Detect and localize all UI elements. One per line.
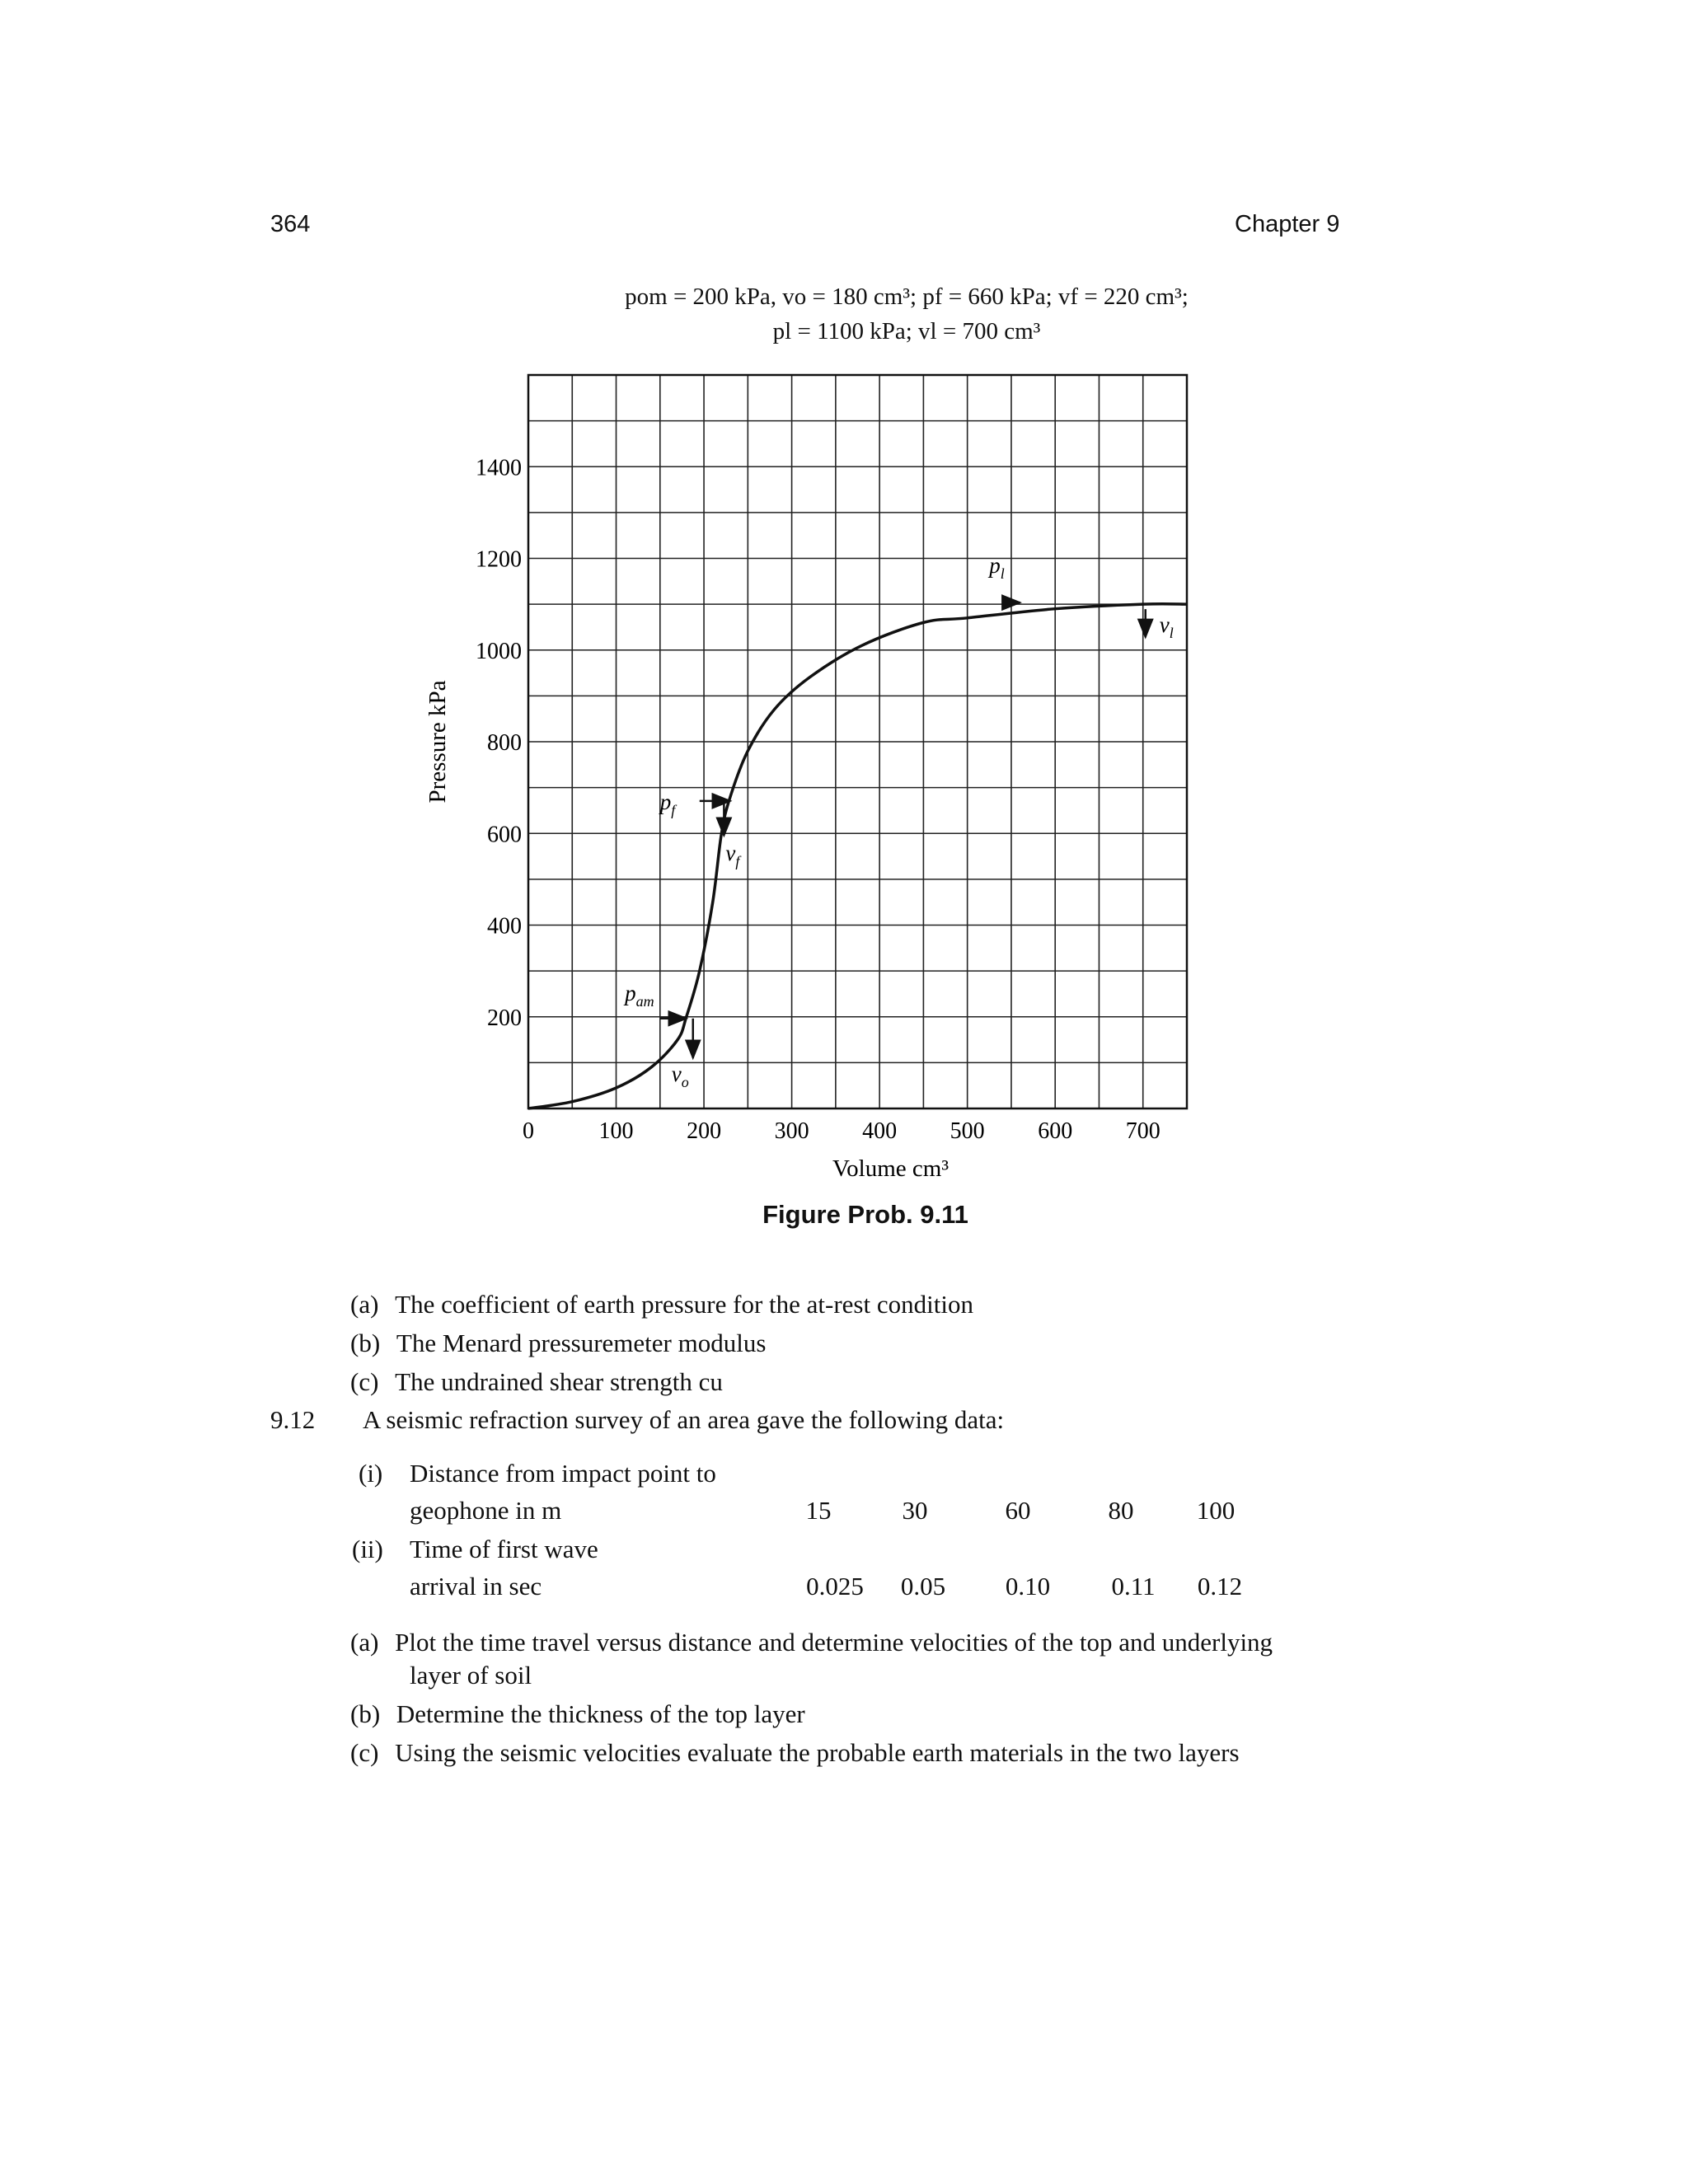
data-row-ii-line1: Time of first wave (410, 1535, 598, 1563)
figure-caption-line-2: pl = 1100 kPa; vl = 700 cm³ (772, 318, 1041, 344)
x-tick-label: 500 (950, 1118, 985, 1144)
time-value: 0.05 (900, 1572, 946, 1601)
y-tick-label: 1000 (476, 638, 522, 664)
y-tick-label: 1400 (476, 455, 522, 481)
time-value: 0.12 (1197, 1572, 1243, 1601)
distance-value: 15 (805, 1496, 832, 1525)
part-label: (b) (350, 1699, 381, 1728)
pf-label: $p_f$ (659, 789, 676, 818)
part-text: Plot the time travel versus distance and determine velocities of the top and underlying (395, 1628, 1273, 1657)
x-tick-label: 400 (862, 1118, 898, 1144)
x-tick-label: 200 (687, 1118, 722, 1144)
question-9-12-part-a (350, 1628, 1273, 1657)
running-head: Chapter 9 (1235, 211, 1340, 237)
distance-value: 80 (1108, 1496, 1134, 1525)
data-row-ii-line2: arrival in sec (410, 1572, 542, 1601)
pam-label: $p_{am}$ (625, 980, 654, 1010)
part-text: The Menard pressuremeter modulus (396, 1329, 767, 1357)
part-text: The undrained shear strength cu (395, 1367, 723, 1396)
distance-value: 30 (902, 1496, 928, 1525)
time-value: 0.10 (1005, 1572, 1051, 1601)
figure-label: Figure Prob. 9.11 (762, 1200, 968, 1229)
pl-label: $p_l$ (989, 553, 1005, 583)
part-text: Using the seismic velocities evaluate the probable earth materials in the two layers (395, 1738, 1240, 1767)
part-label: (a) (350, 1628, 379, 1657)
part-text: Determine the thickness of the top layer (396, 1699, 805, 1728)
x-tick-label: 600 (1038, 1118, 1073, 1144)
question-9-11-part-a (350, 1290, 973, 1319)
vl-label: $v_l$ (1159, 612, 1174, 642)
data-row-i-line1: Distance from impact point to (410, 1459, 716, 1488)
x-axis-ticks (523, 1118, 1160, 1144)
part-label: (c) (350, 1738, 379, 1767)
series-line (528, 604, 1187, 1108)
part-label: (b) (350, 1329, 381, 1357)
x-axis-label: Volume cm³ (832, 1155, 950, 1182)
data-row-i-line2: geophone in m (410, 1496, 562, 1525)
part-label: (a) (350, 1290, 379, 1319)
vf-label: $v_f$ (725, 840, 740, 869)
time-value: 0.11 (1111, 1572, 1156, 1601)
question-9-11-part-c (350, 1367, 723, 1397)
problem-9-12-number: 9.12 (270, 1405, 316, 1434)
x-tick-label: 300 (774, 1118, 809, 1144)
y-tick-label: 200 (487, 1005, 522, 1031)
figure-caption-line-1: pom = 200 kPa, vo = 180 cm³; pf = 660 kPa; vf = 220 cm³; (625, 284, 1189, 310)
question-9-12-part-c (350, 1738, 1240, 1768)
x-tick-label: 700 (1125, 1118, 1160, 1144)
part-label: (c) (350, 1367, 379, 1396)
chart-annotations (623, 553, 1174, 1090)
y-axis-label: Pressure kPa (424, 680, 451, 804)
question-9-11-part-b (350, 1329, 766, 1358)
y-tick-label: 1200 (476, 546, 522, 573)
y-tick-label: 600 (487, 822, 522, 848)
question-9-12-part-a-cont: layer of soil (410, 1661, 532, 1690)
part-text: The coefficient of earth pressure for the at-rest condition (395, 1290, 973, 1319)
vo-label: $v_o$ (671, 1061, 689, 1090)
x-tick-label: 0 (523, 1118, 534, 1144)
question-9-12-part-b (350, 1699, 805, 1729)
data-row-i-label: (i) (359, 1459, 383, 1488)
pressure-volume-chart (412, 363, 1236, 1187)
y-axis-ticks (476, 455, 522, 1031)
page-number: 364 (270, 211, 311, 237)
y-tick-label: 800 (487, 730, 522, 756)
distance-value: 60 (1005, 1496, 1031, 1525)
time-value: 0.025 (806, 1572, 864, 1601)
data-row-ii-label: (ii) (352, 1535, 383, 1563)
problem-9-12-intro: A seismic refraction survey of an area gave the following data: (363, 1405, 1005, 1434)
distance-value: 100 (1196, 1496, 1236, 1525)
x-tick-label: 100 (598, 1118, 634, 1144)
y-tick-label: 400 (487, 913, 522, 940)
